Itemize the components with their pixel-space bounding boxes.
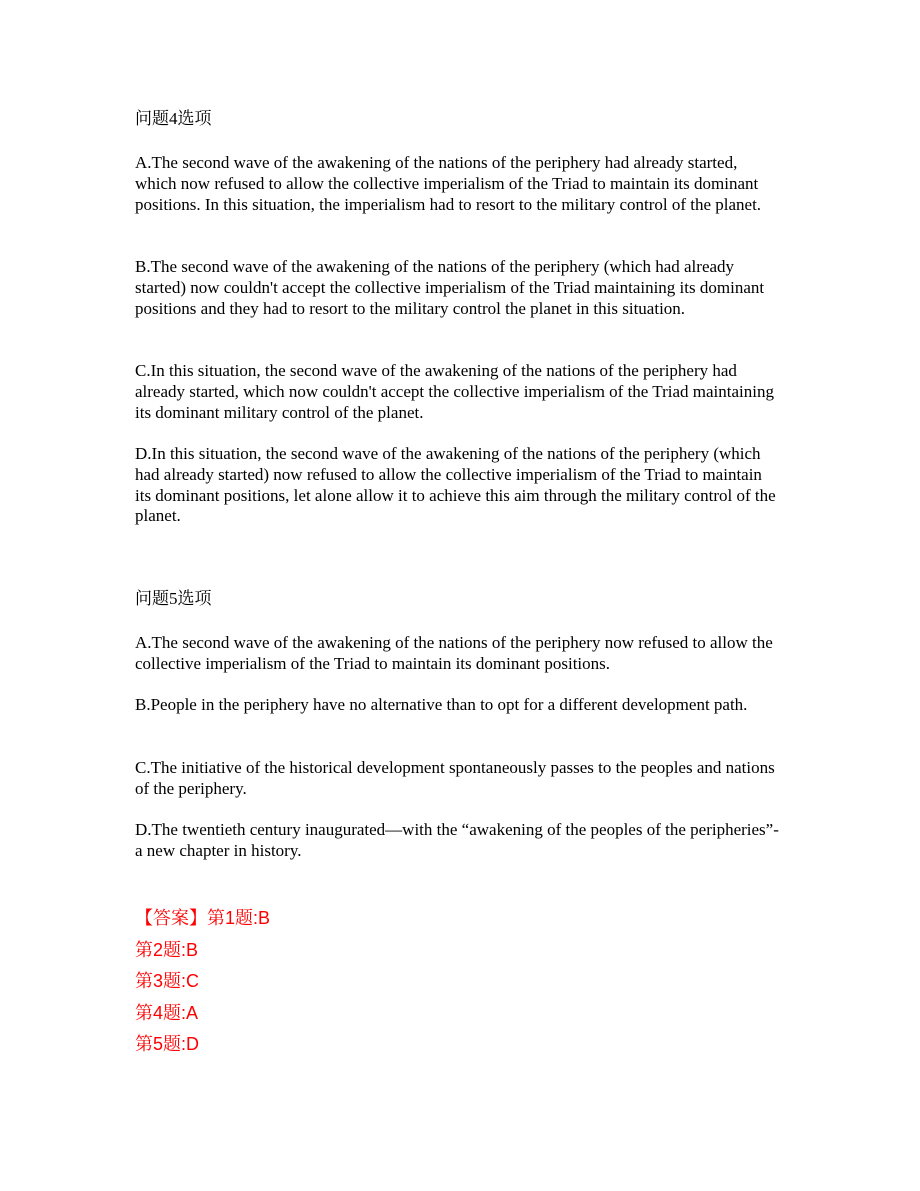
answer-line-4: 第4题:A [135,1002,199,1023]
question-5-heading: 问题5选项 [135,589,212,608]
question-5-option-b: B.People in the periphery have no alternative than to opt for a different development path. [135,695,748,714]
answer-line-5: 第5题:D [135,1034,200,1054]
question-5-option-c: C.The initiative of the historical development spontaneously passes to the peoples and nations of the periphery. [135,758,775,798]
answer-line-3: 第3题:C [135,971,200,991]
question-5-option-d: D.The twentieth century inaugurated—with the “awakening of the peoples of the peripheries”-a new chapter in history. [135,820,779,860]
question-5-option-a: A.The second wave of the awakening of the nations of the periphery now refused to allow the collective imperialism of the Triad to maintain its dominant positions. [135,633,773,673]
question-4-option-c: C.In this situation, the second wave of the awakening of the nations of the periphery had already started, which now couldn't accept the collective imperialism of the Triad maintaining its dominant military control of the planet. [135,361,774,422]
answer-line-2: 第2题:B [135,939,199,960]
question-4-option-b: B.The second wave of the awakening of the nations of the periphery (which had already started) now couldn't accept the collective imperialism of the Triad maintaining its dominant positions and they had to resort to the military control the planet in this situation. [135,257,765,318]
question-4-option-d: D.In this situation, the second wave of the awakening of the nations of the periphery (which had already started) now refused to allow the collective imperialism of the Triad to maintain its dominant positions, let alone allow it to achieve this aim through the military control of the planet. [135,444,776,526]
question-4-heading: 问题4选项 [135,109,212,128]
answer-line-1: 【答案】第1题:B [135,908,271,928]
question-4-option-a: A.The second wave of the awakening of the nations of the periphery had already started, which now refused to allow the collective imperialism of the Triad to maintain its dominant positions. In this situation, the imperialism had to resort to the military control of the planet. [135,153,762,214]
answer-key [135,903,270,1061]
